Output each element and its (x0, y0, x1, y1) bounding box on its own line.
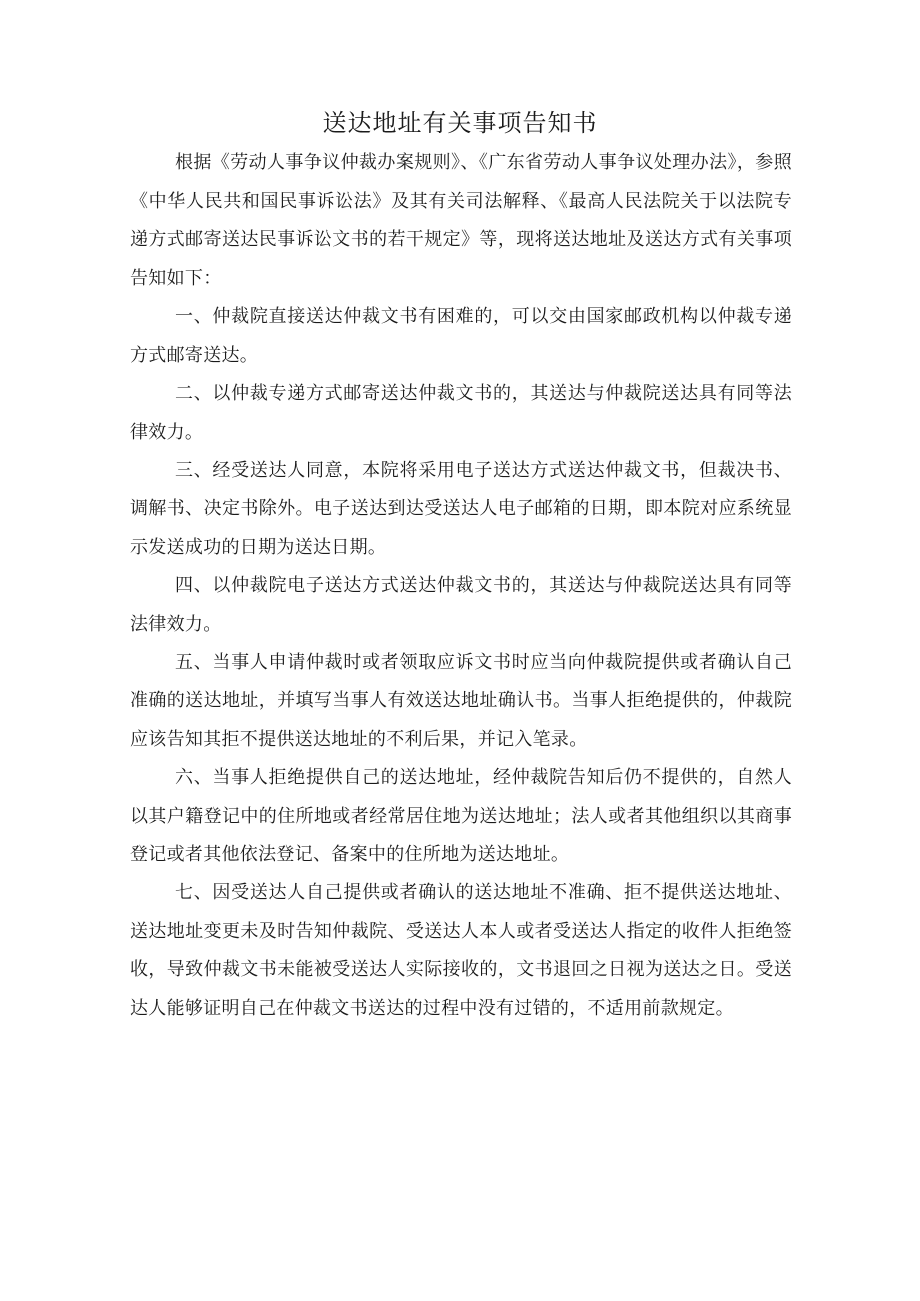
item-paragraph-5: 五、当事人申请仲裁时或者领取应诉文书时应当向仲裁院提供或者确认自己准确的送达地址，并填写当事人有效送达地址确认书。当事人拒绝提供的，仲裁院应该告知其拒不提供送达地址的不利后果，并记入笔录。 (130, 652, 792, 750)
intro-paragraph: 根据《劳动人事争议仲裁办案规则》、《广东省劳动人事争议处理办法》，参照《中华人民共和国民事诉讼法》及其有关司法解释、《最高人民法院关于以法院专递方式邮寄送达民事诉讼文书的若干规定》等，现将送达地址及送达方式有关事项告知如下： (130, 152, 792, 289)
item-paragraph-7: 七、因受送达人自己提供或者确认的送达地址不准确、拒不提供送达地址、送达地址变更未及时告知仲裁院、受送达人本人或者受送达人指定的收件人拒绝签收，导致仲裁文书未能被受送达人实际接收的，文书退回之日视为送达之日。受送达人能够证明自己在仲裁文书送达的过程中没有过错的，不适用前款规定。 (130, 882, 792, 1019)
document-title: 送达地址有关事项告知书 (322, 109, 598, 137)
item-paragraph-3: 三、经受送达人同意，本院将采用电子送达方式送达仲裁文书，但裁决书、调解书、决定书除外。电子送达到达受送达人电子邮箱的日期，即本院对应系统显示发送成功的日期为送达日期。 (130, 460, 792, 558)
item-paragraph-2: 二、以仲裁专递方式邮寄送达仲裁文书的，其送达与仲裁院送达具有同等法律效力。 (130, 383, 792, 443)
item-paragraph-4: 四、以仲裁院电子送达方式送达仲裁文书的，其送达与仲裁院送达具有同等法律效力。 (130, 575, 792, 635)
item-paragraph-6: 六、当事人拒绝提供自己的送达地址，经仲裁院告知后仍不提供的，自然人以其户籍登记中的住所地或者经常居住地为送达地址；法人或者其他组织以其商事登记或者其他依法登记、备案中的住所地为送达地址。 (130, 767, 792, 866)
document-body (130, 144, 792, 1028)
item-paragraph-1: 一、仲裁院直接送达仲裁文书有困难的，可以交由国家邮政机构以仲裁专递方式邮寄送达。 (130, 306, 792, 366)
